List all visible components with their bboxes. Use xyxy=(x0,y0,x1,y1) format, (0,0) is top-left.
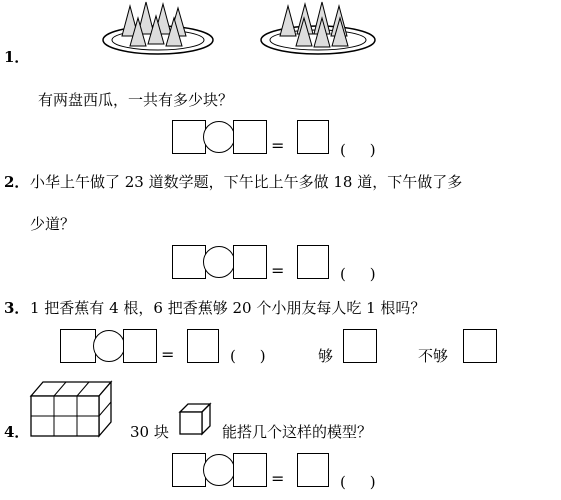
problem-1-unit-paren[interactable]: ( ) xyxy=(340,141,376,159)
problem-3-text: 1 把香蕉有 4 根，6 把香蕉够 20 个小朋友每人吃 1 根吗？ xyxy=(30,299,426,317)
problem-3-equals: = xyxy=(161,345,175,364)
problem-3-not-enough-label: 不够 xyxy=(418,347,449,365)
problem-3-number: 3． xyxy=(4,299,30,317)
problem-2-result-box[interactable] xyxy=(297,245,329,279)
problem-1-box-2[interactable] xyxy=(233,120,267,154)
problem-4-equals: = xyxy=(271,469,285,488)
watermelon-plate-right xyxy=(261,2,375,54)
problem-2-operator-circle[interactable] xyxy=(203,246,235,278)
problem-1-number: 1． xyxy=(4,48,30,66)
problem-3-unit-paren[interactable]: ( ) xyxy=(230,347,266,365)
problem-2-box-1[interactable] xyxy=(172,245,206,279)
problem-1-result-box[interactable] xyxy=(297,120,329,154)
block-model-image xyxy=(28,378,118,440)
problem-4-count-label: 30 块 xyxy=(130,423,169,441)
problem-4-box-2[interactable] xyxy=(233,453,267,487)
problem-3-box-2[interactable] xyxy=(123,329,157,363)
problem-2-box-2[interactable] xyxy=(233,245,267,279)
single-cube-icon xyxy=(178,402,212,436)
problem-1-equals: = xyxy=(271,136,285,155)
problem-4-operator-circle[interactable] xyxy=(203,454,235,486)
problem-3-not-enough-box[interactable] xyxy=(463,329,497,363)
watermelon-plates-image xyxy=(100,0,390,60)
problem-4-unit-paren[interactable]: ( ) xyxy=(340,473,376,491)
problem-4-box-1[interactable] xyxy=(172,453,206,487)
problem-3-result-box[interactable] xyxy=(187,329,219,363)
problem-1-text: 有两盘西瓜，一共有多少块？ xyxy=(38,91,234,109)
problem-2-unit-paren[interactable]: ( ) xyxy=(340,265,376,283)
problem-1-operator-circle[interactable] xyxy=(203,121,235,153)
problem-3-box-1[interactable] xyxy=(60,329,96,363)
problem-4-number: 4． xyxy=(4,423,30,441)
problem-1-box-1[interactable] xyxy=(172,120,206,154)
problem-3-enough-box[interactable] xyxy=(343,329,377,363)
watermelon-plate-left xyxy=(103,2,213,54)
problem-4-result-box[interactable] xyxy=(297,453,329,487)
problem-3-enough-label: 够 xyxy=(318,347,334,365)
problem-4-text: 能搭几个这样的模型？ xyxy=(222,423,373,441)
problem-3-operator-circle[interactable] xyxy=(93,330,125,362)
problem-2-text-line2: 少道？ xyxy=(30,215,76,233)
problem-2-number: 2． xyxy=(4,173,30,191)
problem-2-text-line1: 小华上午做了 23 道数学题，下午比上午多做 18 道，下午做了多 xyxy=(30,173,463,191)
problem-2-equals: = xyxy=(271,261,285,280)
